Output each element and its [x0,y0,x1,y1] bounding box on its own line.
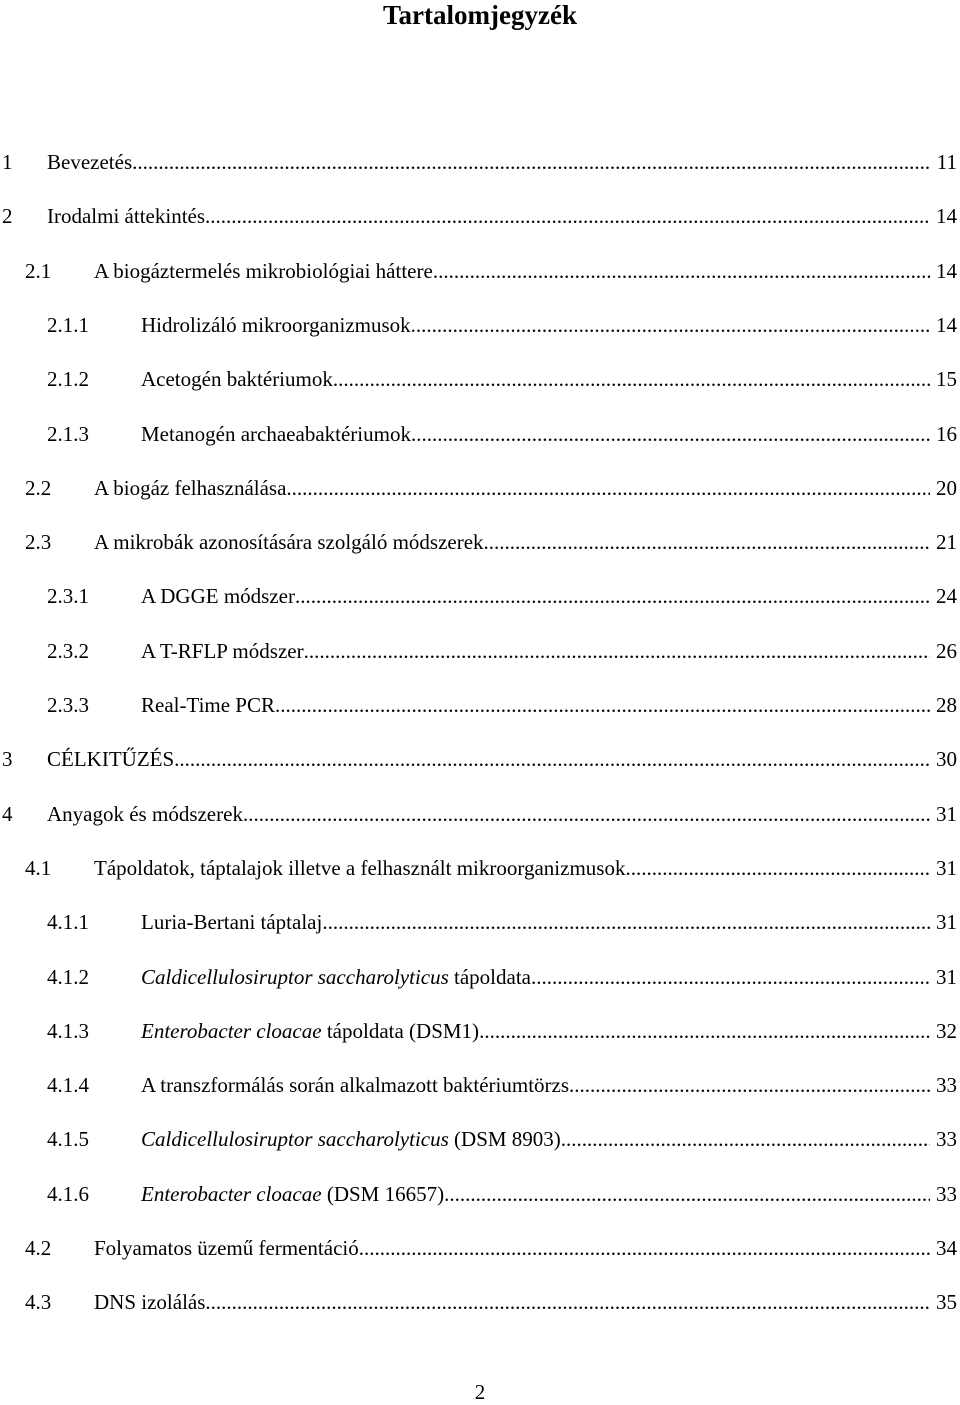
toc-leader-dots [322,910,930,934]
toc-entry[interactable] [47,1013,957,1043]
toc-leader-dots [484,530,930,554]
toc-entry-page: 33 [936,1182,957,1206]
toc-entry-title-part: A mikrobák azonosítására szolgáló módszerek [94,530,484,554]
toc-entry-title [141,1073,569,1097]
toc-entry-title [47,204,205,228]
toc-entry-title-part: Irodalmi áttekintés [47,204,206,228]
toc-entry[interactable] [2,198,957,228]
toc-entry-title-part: A biogáztermelés mikrobiológiai háttere [94,259,433,283]
toc-leader-dots [479,1019,930,1043]
toc-entry-number: 4.2 [25,1236,52,1260]
toc-entry-title-part: A T-RFLP módszer [141,639,304,663]
toc-leader-dots [569,1073,930,1097]
toc-entry-number: 4 [2,802,13,826]
toc-entry-title [94,1290,205,1314]
toc-entry-number: 2.1.1 [47,313,89,337]
page-number: 2 [474,1380,486,1404]
toc-entry-page: 33 [936,1127,957,1151]
toc-entry[interactable] [25,253,957,283]
toc-entry-page: 31 [936,910,957,934]
toc-leader-dots [411,313,930,337]
toc-entry-title-part: Acetogén baktériumok [141,367,333,391]
toc-leader-dots [531,965,930,989]
toc-leader-dots [359,1236,930,1260]
toc-entry-number: 4.1.1 [47,910,89,934]
toc-entry-title-italic: Caldicellulosiruptor saccharolyticus [141,965,449,989]
toc-entry-title-part: Bevezetés [47,150,133,174]
toc-leader-dots [433,259,930,283]
toc-entry-page: 31 [936,802,957,826]
toc-entry-title [141,422,411,446]
toc-entry-number: 4.3 [25,1290,52,1314]
toc-entry-page: 30 [936,747,957,771]
toc-entry[interactable] [47,1067,957,1097]
toc-entry[interactable] [2,741,957,771]
toc-entry-title [141,639,304,663]
toc-entry-page: 33 [936,1073,957,1097]
toc-entry-number: 2.1 [25,259,52,283]
toc-entry-title [141,1019,479,1043]
toc-entry-number: 2.3 [25,530,52,554]
toc-entry-title [94,259,433,283]
toc-leader-dots [174,747,930,771]
toc-entry-number: 4.1 [25,856,52,880]
toc-entry-title-part: tápoldata [448,965,531,989]
toc-entry-title [94,530,484,554]
toc-entry-title-part: A biogáz felhasználása [94,476,287,500]
toc-entry-title-part: Tápoldatok, táptalajok illetve a felhasznált mikroorganizmusok [94,856,626,880]
toc-leader-dots [625,856,930,880]
toc-entry-title-part: Folyamatos üzemű fermentáció [94,1236,359,1260]
toc-entry-title-part: (DSM 16657) [321,1182,445,1206]
toc-entry-title [141,693,275,717]
toc-entry-page: 31 [936,856,957,880]
toc-entry-title-part: A DGGE módszer [141,584,295,608]
toc-entry-title [141,910,322,934]
toc-entry-page: 31 [936,965,957,989]
toc-entry-number: 3 [2,747,13,771]
toc-entry[interactable] [2,144,957,174]
toc-entry-title [141,965,531,989]
toc-entry-title [94,1236,359,1260]
toc-entry[interactable] [25,1230,957,1260]
toc-entry-page: 24 [936,584,957,608]
toc-entry-number: 2.1.2 [47,367,89,391]
toc-entry-number: 2.3.3 [47,693,89,717]
toc-entry-number: 2.3.1 [47,584,89,608]
toc-entry-title-part: Real-Time PCR [141,693,275,717]
toc-leader-dots [205,204,930,228]
toc-entry-title-part: Metanogén archaeabaktériumok [141,422,411,446]
toc-entry-title [47,150,132,174]
toc-entry-title [141,1127,561,1151]
toc-entry-number: 4.1.5 [47,1127,89,1151]
toc-entry-title-italic: Enterobacter cloacae [141,1019,322,1043]
toc-entry[interactable] [47,1176,957,1206]
toc-entry-page: 16 [936,422,957,446]
toc-entry-number: 1 [2,150,13,174]
toc-leader-dots [286,476,930,500]
toc-entry[interactable] [47,1121,957,1151]
toc-entry-title-italic: Enterobacter cloacae [141,1182,322,1206]
toc-entry[interactable] [25,1284,957,1314]
toc-leader-dots [411,422,930,446]
toc-entry[interactable] [47,307,957,337]
toc-entry-title-part: CÉLKITŰZÉS [47,747,175,771]
toc-entry-title-part: Luria-Bertani táptalaj [141,910,323,934]
toc-entry[interactable] [47,687,957,717]
toc-entry-page: 14 [936,259,957,283]
toc-entry-number: 2.2 [25,476,52,500]
toc-entry-number: 2.3.2 [47,639,89,663]
toc-entry-number: 4.1.2 [47,965,89,989]
toc-leader-dots [333,367,930,391]
toc-entry-page: 14 [936,204,957,228]
toc-leader-dots [444,1182,930,1206]
toc-entry-number: 2.1.3 [47,422,89,446]
toc-entry-title-part: Anyagok és módszerek [47,802,243,826]
toc-entry[interactable] [25,470,957,500]
toc-entry-title [141,367,333,391]
toc-entry-page: 35 [936,1290,957,1314]
toc-entry-page: 21 [936,530,957,554]
toc-entry-title [141,1182,444,1206]
toc-leader-dots [561,1127,930,1151]
toc-entry-title-part: Hidrolizáló mikroorganizmusok [141,313,411,337]
toc-entry-title [94,476,286,500]
toc-entry-number: 4.1.6 [47,1182,89,1206]
toc-entry[interactable] [47,361,957,391]
toc-entry-number: 4.1.3 [47,1019,89,1043]
toc-entry-page: 15 [936,367,957,391]
toc-entry-number: 4.1.4 [47,1073,89,1097]
toc-entry-title-part: A transzformálás során alkalmazott baktériumtörzs [141,1073,570,1097]
toc-entry-title [94,856,625,880]
toc-entry[interactable] [47,578,957,608]
toc-entry-number: 2 [2,204,13,228]
toc-leader-dots [295,584,930,608]
toc-entry-page: 28 [936,693,957,717]
toc-entry-title [141,584,295,608]
toc-entry-page: 20 [936,476,957,500]
toc-entry[interactable] [47,959,957,989]
toc-entry-title-part: tápoldata (DSM1) [321,1019,480,1043]
page-title: Tartalomjegyzék [383,0,577,30]
toc-entry-page: 11 [936,150,957,174]
toc-entry[interactable] [47,416,957,446]
toc-entry[interactable] [2,796,957,826]
toc-leader-dots [132,150,931,174]
toc-entry-page: 14 [936,313,957,337]
toc-leader-dots [243,802,930,826]
toc-entry-page: 26 [936,639,957,663]
toc-leader-dots [205,1290,930,1314]
toc-entry-page: 32 [936,1019,957,1043]
toc-entry-title [47,747,174,771]
toc-entry[interactable] [47,904,957,934]
toc-entry-title [47,802,243,826]
toc-entry[interactable] [47,633,957,663]
toc-leader-dots [275,693,930,717]
toc-leader-dots [304,639,930,663]
toc-entry-title-italic: Caldicellulosiruptor saccharolyticus [141,1127,449,1151]
toc-entry-page: 34 [936,1236,957,1260]
toc-entry-title-part: DNS izolálás [94,1290,206,1314]
toc-entry[interactable] [25,524,957,554]
toc-entry-title-part: (DSM 8903) [448,1127,561,1151]
toc-entry[interactable] [25,850,957,880]
toc-entry-title [141,313,411,337]
